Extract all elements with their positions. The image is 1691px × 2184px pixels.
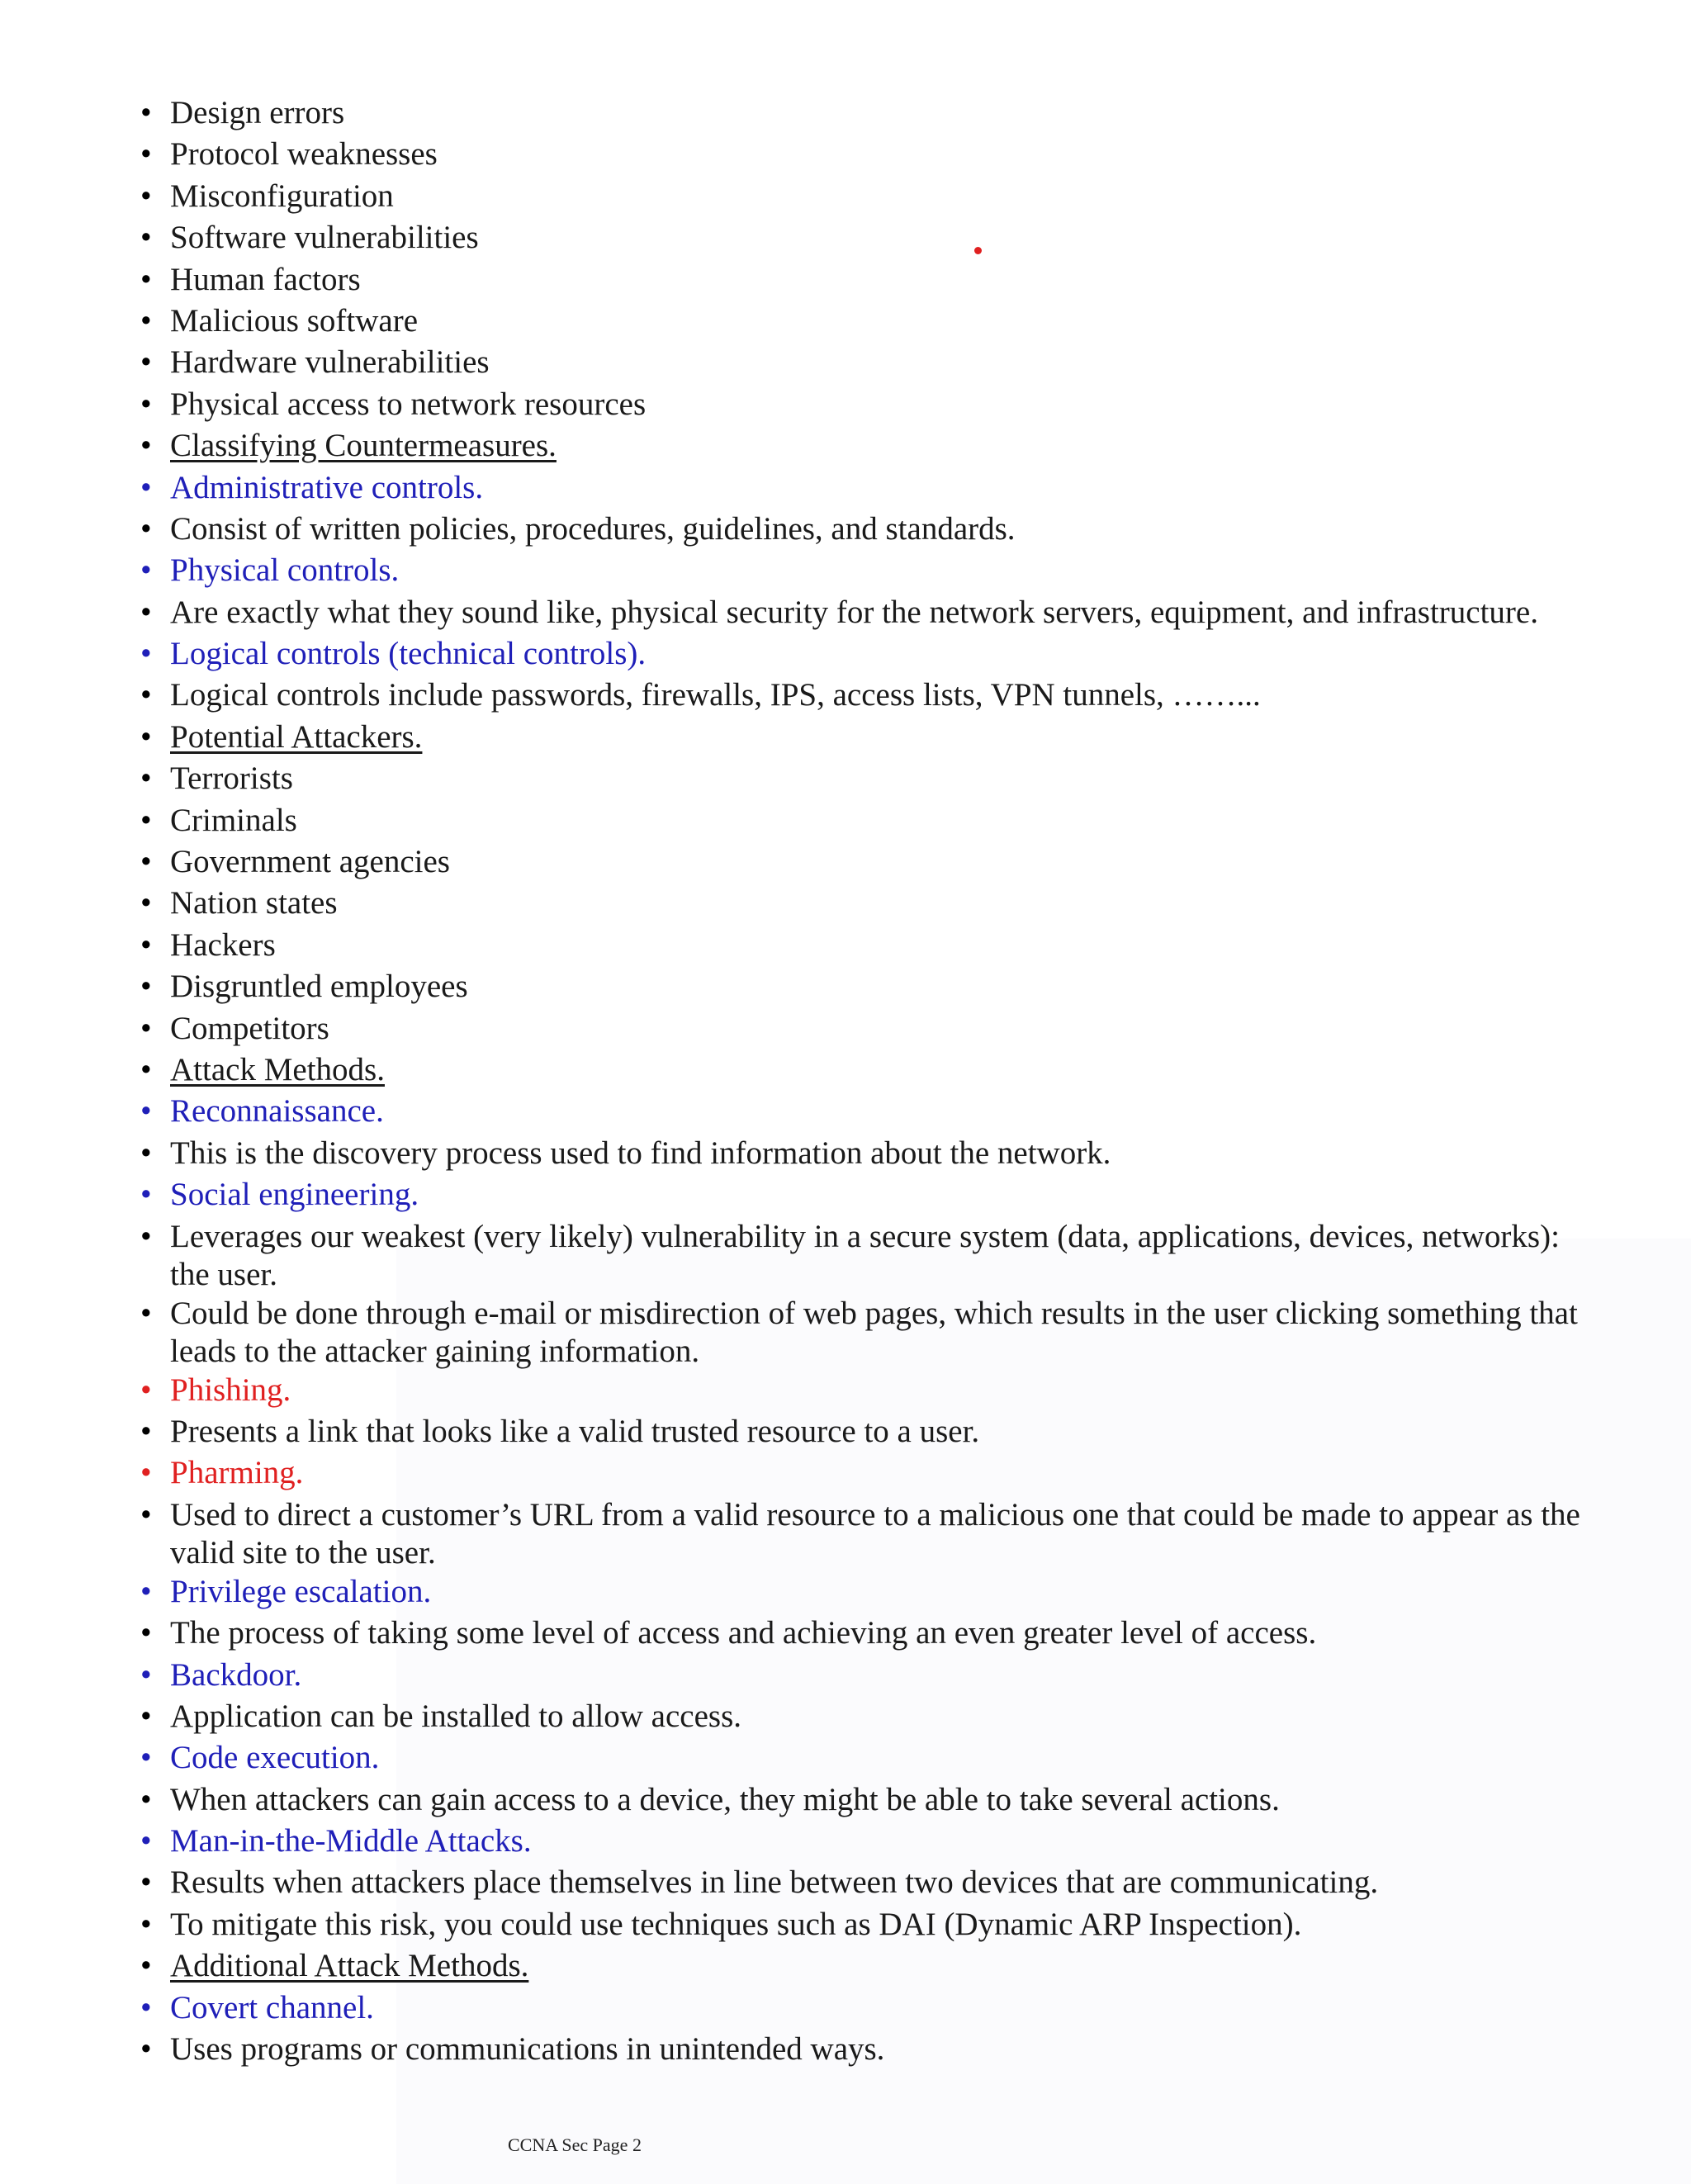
list-item: • Human factors (144, 261, 1671, 299)
list-item: • Consist of written policies, procedures, guidelines, and standards. (144, 510, 1671, 548)
subheading: • Social engineering. (144, 1176, 1671, 1214)
list-item: • The process of taking some level of access and achieving an even greater level of access. (144, 1614, 1671, 1652)
list-item-line: valid site to the user. (170, 1534, 436, 1570)
subheading: • Administrative controls. (144, 469, 1671, 507)
list-item: • When attackers can gain access to a device, they might be able to take several actions. (144, 1781, 1671, 1819)
list-item: • Logical controls include passwords, firewalls, IPS, access lists, VPN tunnels, ……... (144, 676, 1671, 714)
list-item: • Government agencies (144, 843, 1671, 881)
subheading: • Covert channel. (144, 1989, 1671, 2027)
section-heading: • Classifying Countermeasures. (144, 427, 1671, 465)
list-item: • Criminals (144, 802, 1671, 840)
section-heading: • Attack Methods. (144, 1051, 1671, 1089)
subheading: • Reconnaissance. (144, 1092, 1671, 1130)
subheading: • Logical controls (technical controls). (144, 635, 1671, 673)
list-item: • Malicious software (144, 302, 1671, 340)
list-item: • Hackers (144, 926, 1671, 964)
section-heading: • Potential Attackers. (144, 718, 1671, 756)
list-item (144, 1295, 1671, 1371)
list-item-line: • Used to direct a customer’s URL from a valid resource to a malicious one that could be made to appear as the (170, 1496, 1580, 1533)
subheading: • Privilege escalation. (144, 1573, 1671, 1611)
list-item: • Presents a link that looks like a valid trusted resource to a user. (144, 1413, 1671, 1451)
list-item: • Misconfiguration (144, 178, 1671, 216)
list-item (144, 1218, 1671, 1294)
list-item-line: • Leverages our weakest (very likely) vulnerability in a secure system (data, applications, devices, networks): (170, 1218, 1560, 1254)
list-item: • Design errors (144, 94, 1671, 132)
list-item: • Results when attackers place themselves in line between two devices that are communicating. (144, 1864, 1671, 1902)
list-item: • Are exactly what they sound like, physical security for the network servers, equipment, and infrastructure. (144, 594, 1671, 632)
subheading: • Physical controls. (144, 552, 1671, 590)
list-item: • Protocol weaknesses (144, 135, 1671, 173)
list-item: • Physical access to network resources (144, 386, 1671, 424)
list-item: • Hardware vulnerabilities (144, 343, 1671, 381)
page-footer: CCNA Sec Page 2 (508, 2134, 642, 2155)
list-item-line: • Could be done through e-mail or misdirection of web pages, which results in the user clicking something that (170, 1295, 1578, 1331)
list-item-line: the user. (170, 1256, 277, 1292)
list-item-line: leads to the attacker gaining information. (170, 1333, 700, 1369)
subheading: • Phishing. (144, 1372, 1671, 1409)
list-item: • Application can be installed to allow access. (144, 1698, 1671, 1736)
list-item: • Terrorists (144, 760, 1671, 798)
list-item: • Nation states (144, 884, 1671, 922)
list-item: • Software vulnerabilities (144, 219, 1671, 257)
subheading: • Man-in-the-Middle Attacks. (144, 1822, 1671, 1860)
list-item (144, 1496, 1671, 1572)
list-item: • This is the discovery process used to find information about the network. (144, 1135, 1671, 1173)
list-item: • Uses programs or communications in unintended ways. (144, 2030, 1671, 2068)
subheading: • Backdoor. (144, 1656, 1671, 1694)
bullet-list (144, 94, 1671, 2072)
list-item: • Competitors (144, 1010, 1671, 1048)
subheading: • Pharming. (144, 1454, 1671, 1492)
section-heading: • Additional Attack Methods. (144, 1947, 1671, 1985)
list-item: • To mitigate this risk, you could use techniques such as DAI (Dynamic ARP Inspection). (144, 1906, 1671, 1944)
subheading: • Code execution. (144, 1739, 1671, 1777)
list-item: • Disgruntled employees (144, 968, 1671, 1006)
